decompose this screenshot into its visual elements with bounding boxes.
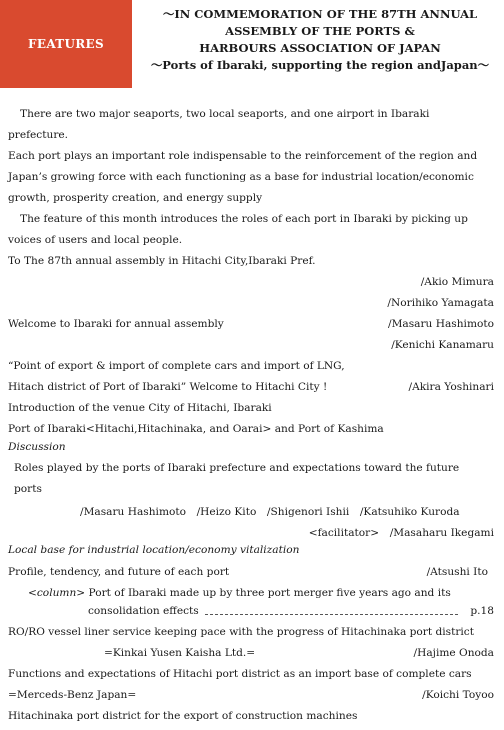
toc-row [0,647,504,666]
toc-functions: Functions and expectations of Hitachi port district as an import base of complete cars [8,668,472,680]
toc-roro: RO/RO vessel liner service keeping pace with the progress of Hitachinaka port district [8,626,474,638]
toc-mercedes: =Merceds-Benz Japan= [8,689,137,701]
dot-leader [205,614,458,615]
toc-row [0,525,504,544]
toc-local-base-heading: Local base for industrial location/economy vitalization [8,544,300,556]
toc-roles-line-2: ports [14,483,42,495]
features-badge [0,0,132,88]
author-mimura: /Akio Mimura [420,276,494,288]
toc-row [0,276,504,295]
intro-line-1: There are two major seaports, two local seaports, and one airport in Ibaraki [20,108,430,120]
toc-row [0,605,504,624]
feature-title [150,6,490,74]
toc-row [0,381,504,400]
author-hashimoto: /Masaru Hashimoto [388,318,494,330]
toc-venue: Introduction of the venue City of Hitachi, Ibaraki [8,402,272,414]
toc-column-line-2: consolidation effects [88,605,199,617]
intro-line-7: voices of users and local people. [8,234,183,246]
toc-row [0,339,504,358]
toc-row [0,566,504,585]
author-toyoo: /Koichi Toyoo [422,689,494,701]
intro-line-5: growth, prosperity creation, and energy supply [8,192,263,204]
toc-row [0,297,504,316]
toc-row [0,318,504,337]
toc-profile: Profile, tendency, and future of each port [8,566,230,578]
features-badge-label: FEATURES [28,37,104,51]
toc-export-line-2: Hitach district of Port of Ibaraki” Welcome to Hitachi City ! [8,381,328,393]
toc-panel-authors: /Masaru Hashimoto /Heizo Kito /Shigenori Ishii /Katsuhiko Kuroda [80,506,460,518]
toc-export-line-1: “Point of export & import of complete cars and import of LNG, [8,360,345,372]
title-line-1: 〜IN COMMEMORATION OF THE 87TH ANNUAL [162,7,478,21]
intro-line-2: prefecture. [8,129,69,141]
toc-kinkai: =Kinkai Yusen Kaisha Ltd.= [104,647,256,659]
page-reference: p.18 [470,605,494,617]
author-onoda: /Hajime Onoda [413,647,494,659]
intro-line-4: Japan’s growing force with each functioning as a base for industrial location/economic [8,171,474,183]
feature-header [0,0,504,88]
column-tag: <column> [28,587,86,599]
author-ito: /Atsushi Ito [426,566,488,578]
toc-welcome: Welcome to Ibaraki for annual assembly [8,318,224,330]
column-text: Port of Ibaraki made up by three port merger five years ago and its [85,587,451,599]
intro-line-3: Each port plays an important role indispensable to the reinforcement of the region and [8,150,478,162]
author-yoshinari: /Akira Yoshinari [408,381,494,393]
author-kanamaru: /Kenichi Kanamaru [391,339,494,351]
toc-ports: Port of Ibaraki<Hitachi,Hitachinaka, and Oarai> and Port of Kashima [8,423,384,435]
title-subtitle: 〜Ports of Ibaraki, supporting the region andJapan〜 [150,58,490,72]
toc-facilitator: <facilitator> /Masaharu Ikegami [308,527,494,539]
toc-roles-line-1: Roles played by the ports of Ibaraki prefecture and expectations toward the future [14,462,460,474]
toc-hitachinaka: Hitachinaka port district for the export of construction machines [8,710,358,722]
toc-assembly: To The 87th annual assembly in Hitachi City,Ibaraki Pref. [8,255,316,267]
title-line-3: HARBOURS ASSOCIATION OF JAPAN [199,41,441,55]
toc-row [0,689,504,708]
toc-column-line-1 [28,587,504,606]
author-yamagata: /Norihiko Yamagata [387,297,494,309]
intro-line-6: The feature of this month introduces the roles of each port in Ibaraki by picking up [20,213,468,225]
title-line-2: ASSEMBLY OF THE PORTS & [225,24,415,38]
toc-discussion-heading: Discussion [8,441,66,453]
